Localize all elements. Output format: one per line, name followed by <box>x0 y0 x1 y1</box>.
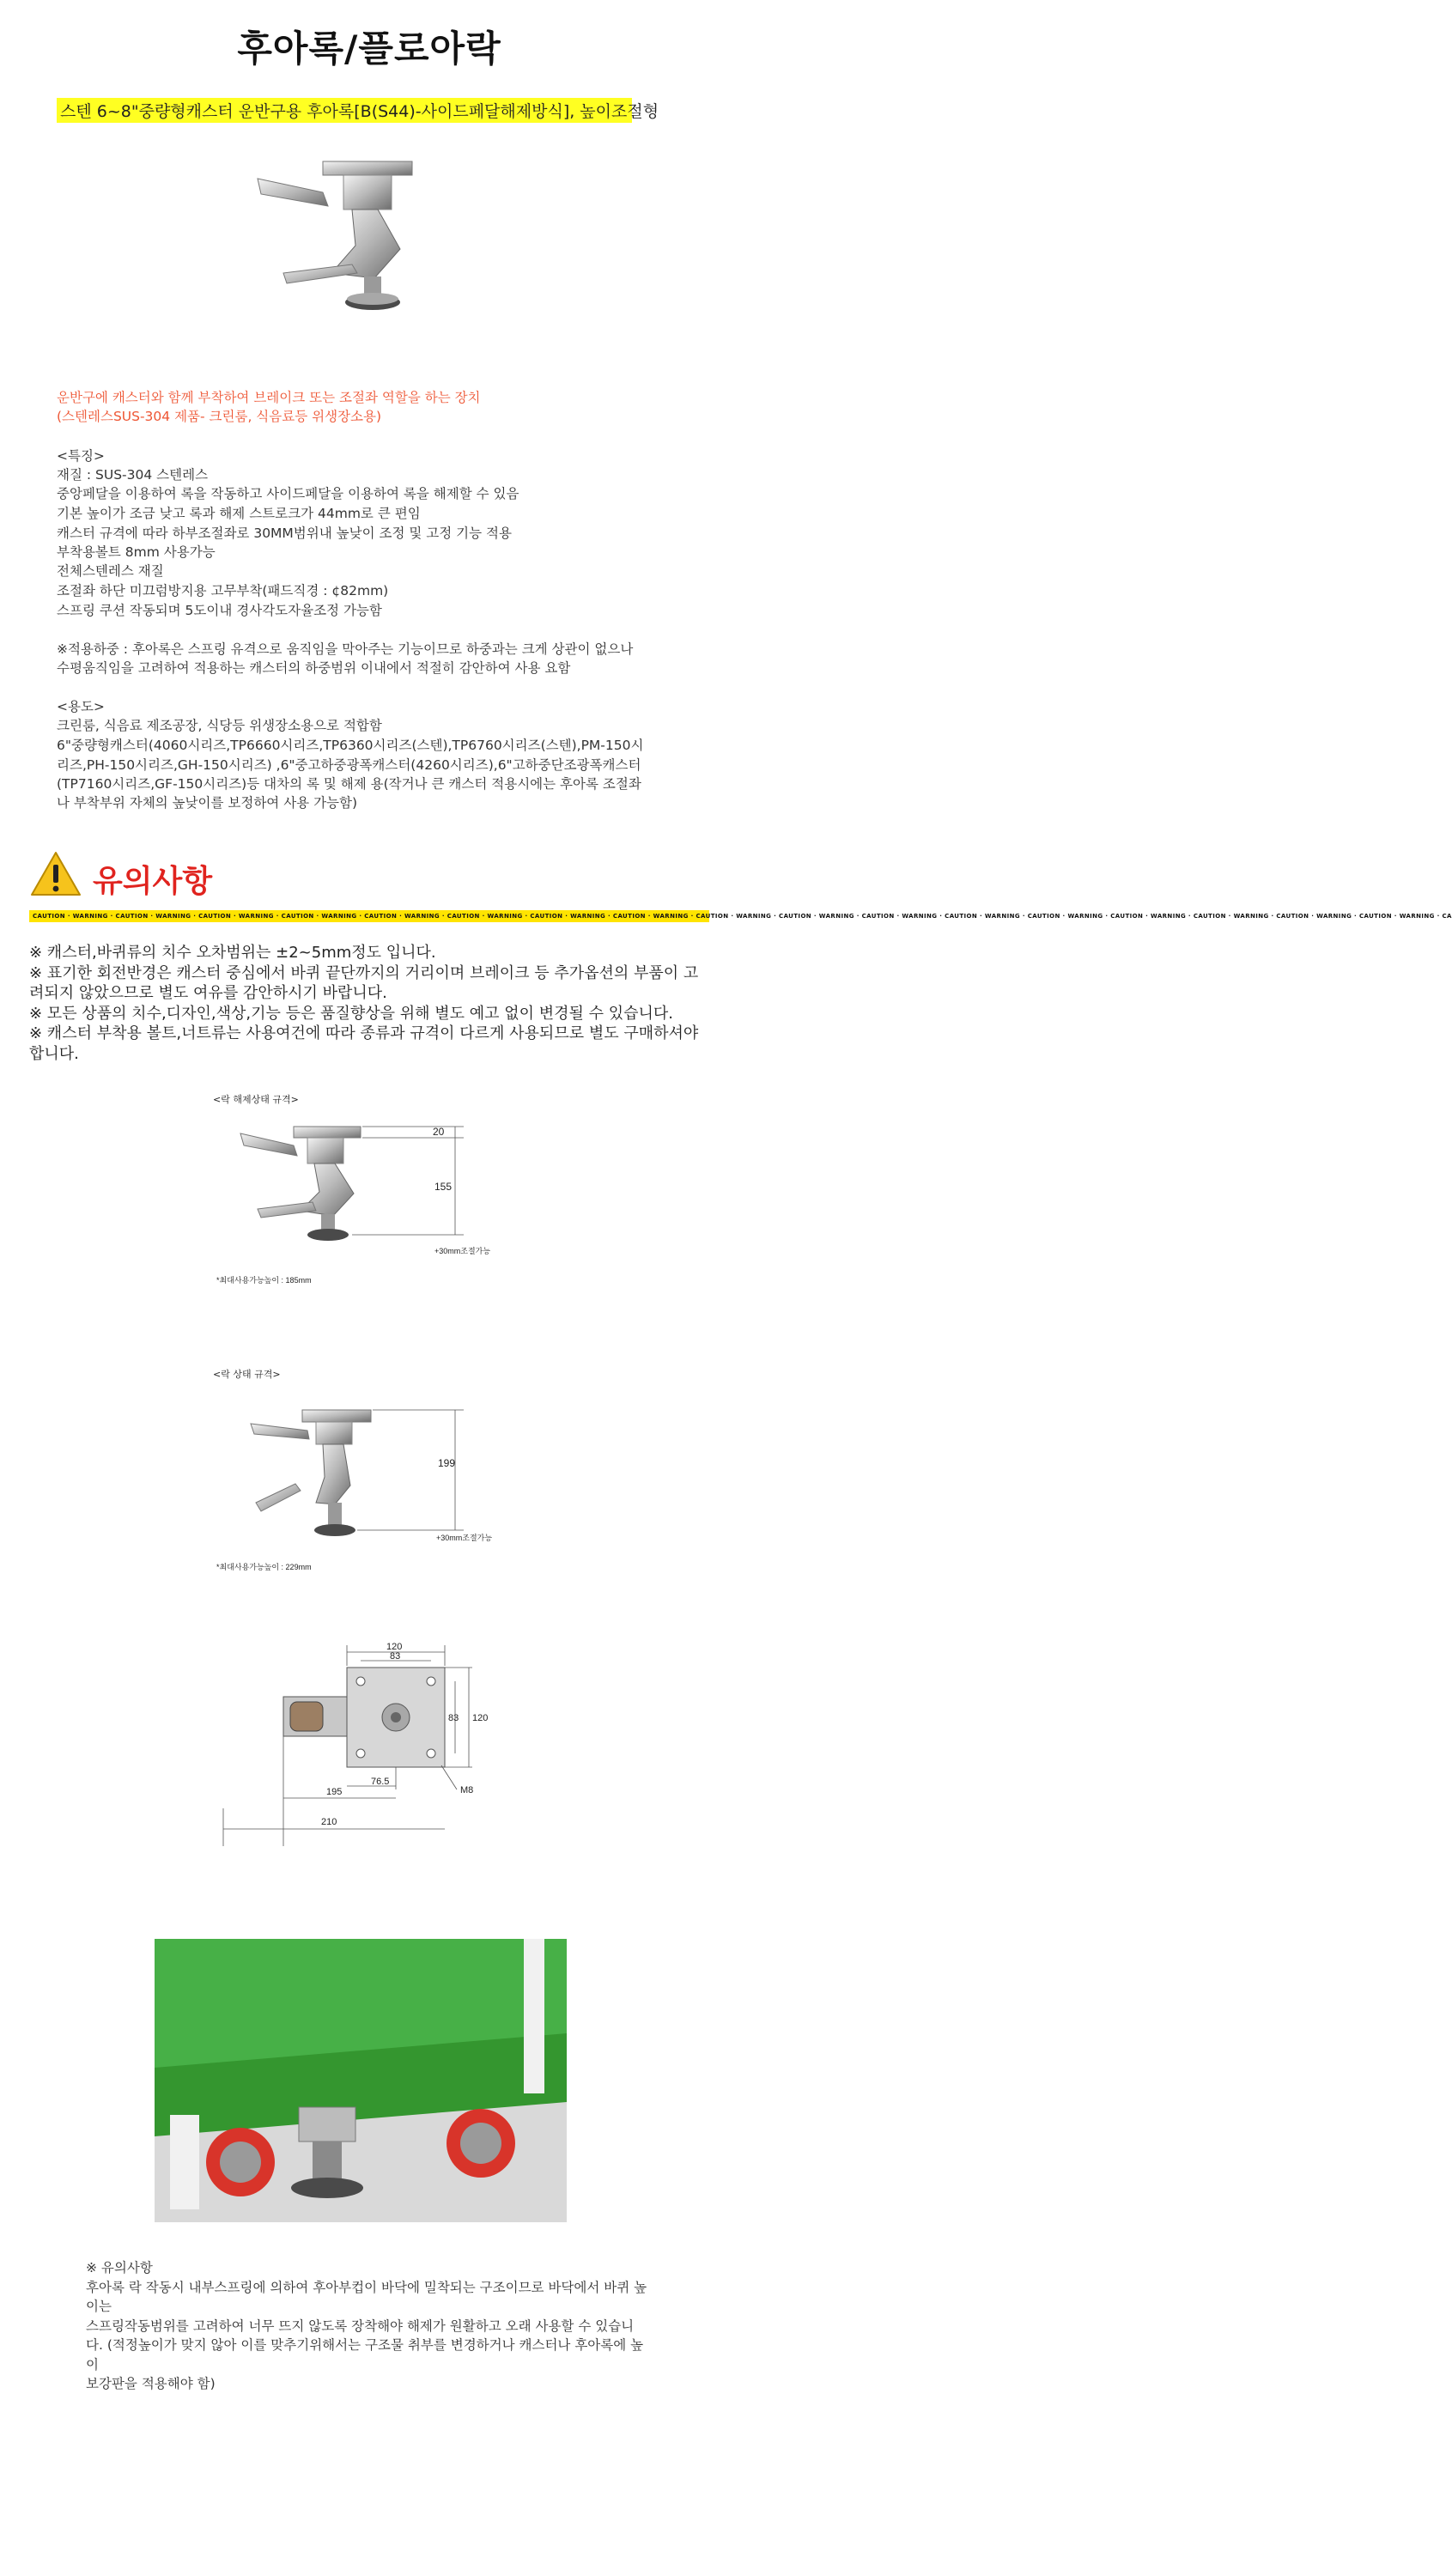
top-dim-side-inner: 83 <box>448 1713 459 1723</box>
feature-line: 캐스터 규격에 따라 하부조절좌로 30MM범위내 높낮이 조정 및 고정 기능 적용 <box>57 526 512 541</box>
lock-dim-adjust: +30mm조절가능 <box>436 1534 493 1542</box>
release-dim-height: 155 <box>434 1181 453 1193</box>
feature-line: 중앙페달을 이용하여 록을 작동하고 사이드페달을 이용하여 록을 해제할 수 있음 <box>57 486 519 501</box>
bottom-note-line: 다. (적정높이가 맞지 않아 이를 맞추기위해서는 구조물 취부를 변경하거나 캐스터나 후아록에 높이 <box>86 2337 644 2372</box>
intro-line-1: 운반구에 캐스터와 함께 부착하여 브레이크 또는 조절좌 역할을 하는 장치 <box>57 390 481 405</box>
feature-line: 전체스텐레스 재질 <box>57 563 164 579</box>
page-title: 후아록/플로아락 <box>237 27 501 70</box>
apply-note-line-2: 수평움직임을 고려하여 적용하는 캐스터의 하중범위 이내에서 적절히 감안하여 사용 요함 <box>57 660 571 676</box>
caution-tape <box>29 910 1452 922</box>
lock-dimension-drawing <box>206 1382 532 1580</box>
caution-title: 유의사항 <box>93 864 213 899</box>
feature-line: 기본 높이가 조금 낮고 록과 해제 스트로크가 44mm로 큰 편임 <box>57 506 421 521</box>
bottom-note-line: 스프링작동범위를 고려하여 너무 뜨지 않도록 장착해야 해제가 원활하고 오래 사용할 수 있습니 <box>86 2318 635 2334</box>
feature-line: 부착용볼트 8mm 사용가능 <box>57 544 216 560</box>
top-view-dimension-drawing <box>206 1640 532 1923</box>
bottom-note-line: 후아록 락 작동시 내부스프링에 의하여 후아부컵이 바닥에 밀착되는 구조이므로 바닥에서 바퀴 높이는 <box>86 2279 647 2314</box>
feature-line: 조절좌 하단 미끄럼방지용 고무부착(패드직경 : ¢82mm) <box>57 583 389 598</box>
bottom-note <box>86 2258 653 2394</box>
caution-tape-text: CAUTION · WARNING · CAUTION · WARNING · CAUTION · WARNING · CAUTION · WARNING · CAUTION · WARNING · CAUTION · WARNING · CAUTION · WARNING · CAUTION · WARNING · CAUTION · WARNING · CAUTION · WARNING · CAUTION · WARNING · CAUTION · WARNING · CAUTION · WARNING · CAUTION · WARNING · CAUTION · WARNING · CAUTION · WARNING · CAUTION · WARNING · CA <box>33 913 1452 920</box>
feature-line: 재질 : SUS-304 스텐레스 <box>57 467 209 483</box>
lock-footnote: *최대사용가능높이 : 229mm <box>216 1563 312 1571</box>
warning-icon <box>29 850 82 898</box>
caution-note: ※ 캐스터,바퀴류의 치수 오차범위는 ±2~5mm정도 입니다. <box>29 944 436 962</box>
lock-dim-height: 199 <box>438 1457 456 1469</box>
feature-line: 스프링 쿠션 작동되며 5도이내 경사각도자율조정 가능함 <box>57 603 382 618</box>
release-dim-top: 20 <box>433 1126 445 1138</box>
apply-note-line-1: ※적용하중 : 후아록은 스프링 유격으로 움직임을 막아주는 기능이므로 하중과는 크게 상관이 없으나 <box>57 641 634 657</box>
top-dim-inner: 83 <box>390 1651 401 1662</box>
usage-line: 나 부착부위 자체의 높낮이를 보정하여 사용 가능함) <box>57 795 358 811</box>
usage-line: (TP7160시리즈,GF-150시리즈)등 대차의 록 및 해제 용(작거나 큰 캐스터 적용시에는 후아록 조절좌 <box>57 776 641 792</box>
cart-installation-photo <box>155 1939 567 2222</box>
usage-line: 6"중량형캐스터(4060시리즈,TP6660시리즈,TP6360시리즈(스텐),TP6760시리즈(스텐),PM-150시 <box>57 738 644 753</box>
top-dim-offset: 76.5 <box>371 1777 390 1787</box>
release-dimension-drawing <box>206 1108 532 1305</box>
release-footnote: *최대사용가능높이 : 185mm <box>216 1276 312 1285</box>
caution-note: ※ 캐스터 부착용 볼트,너트류는 사용여건에 따라 종류과 규격이 다르게 사용되므로 별도 구매하셔야 합니다. <box>29 1024 699 1063</box>
top-dim-total: 210 <box>321 1817 337 1827</box>
features-heading: <특징> <box>57 448 105 464</box>
top-dim-outer: 120 <box>386 1642 403 1652</box>
intro-line-2: (스텐레스SUS-304 제품- 크린룸, 식음료등 위생장소용) <box>57 409 382 424</box>
product-subtitle: 스텐 6~8"중량형캐스터 운반구용 후아록[B(S44)-사이드페달해제방식], 높이조절형 <box>57 98 632 123</box>
release-figure-label: <락 해제상태 규격> <box>213 1094 299 1105</box>
caution-note: ※ 표기한 회전반경은 캐스터 중심에서 바퀴 끝단까지의 거리이며 브레이크 등 추가옵션의 부품이 고려되지 않았으므로 별도 여유를 감안하시기 바랍니다. <box>29 963 699 1002</box>
usage-heading: <용도> <box>57 699 105 714</box>
caution-notes <box>29 943 713 1064</box>
release-dim-adjust: +30mm조절가능 <box>434 1247 491 1255</box>
usage-line: 크린룸, 식음료 제조공장, 식당등 위생장소용으로 적합함 <box>57 718 382 733</box>
bottom-note-heading: ※ 유의사항 <box>86 2260 153 2275</box>
top-dim-reach: 195 <box>326 1787 343 1797</box>
usage-line: 리즈,PH-150시리즈,GH-150시리즈) ,6"중고하중광폭캐스터(4260시리즈),6"고하중단조광폭캐스터 <box>57 757 641 773</box>
top-dim-side-outer: 120 <box>472 1713 489 1723</box>
lock-figure-label: <락 상태 규격> <box>213 1369 281 1380</box>
product-hero-image <box>249 144 447 325</box>
bottom-note-line: 보강판을 적용해야 함) <box>86 2376 216 2391</box>
top-dim-bolt: M8 <box>460 1785 474 1795</box>
caution-note: ※ 모든 상품의 치수,디자인,색상,기능 등은 품질향상을 위해 별도 예고 없이 변경될 수 있습니다. <box>29 1004 673 1023</box>
